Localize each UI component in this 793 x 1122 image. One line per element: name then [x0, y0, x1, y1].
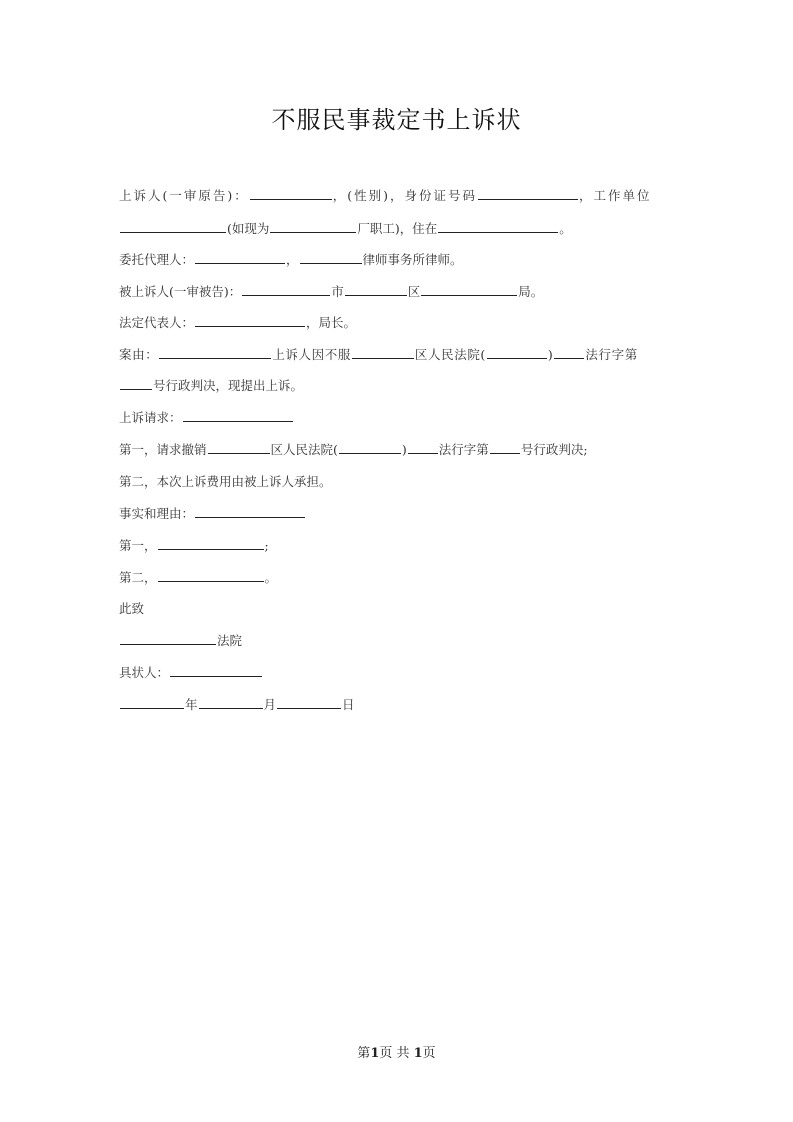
request-one-line — [119, 440, 588, 458]
label: ) — [547, 347, 554, 362]
footer-text: 第 — [357, 1046, 371, 1061]
label: 律师事务所律师。 — [362, 252, 463, 267]
label: 第一， — [119, 538, 157, 553]
label: 被上诉人(一审被告)： — [119, 284, 242, 299]
label: 号行政判决，现提出上诉。 — [153, 378, 304, 393]
page-footer — [0, 1042, 793, 1061]
blank-field[interactable] — [120, 632, 216, 645]
blank-field[interactable] — [120, 377, 152, 390]
facts-line — [119, 504, 306, 522]
fact-one-line — [119, 536, 269, 554]
blank-field[interactable] — [421, 283, 517, 296]
label: ) — [401, 442, 407, 457]
footer-text: 页 — [422, 1046, 436, 1061]
blank-field[interactable] — [300, 251, 362, 264]
label: 事实和理由： — [119, 506, 195, 521]
label: 委托代理人： — [119, 252, 195, 267]
label: 此致 — [119, 601, 145, 616]
label: (如现为 — [227, 221, 270, 236]
label: 日 — [342, 697, 355, 712]
label: 上诉人(一审原告)： — [119, 188, 249, 203]
label: 第二， — [119, 570, 157, 585]
blank-field[interactable] — [159, 346, 271, 359]
appellant-line — [119, 186, 652, 204]
label: 法行字第 — [585, 347, 638, 362]
court-line — [119, 631, 242, 649]
document-title: 不服民事裁定书上诉状 — [271, 106, 522, 134]
blank-field[interactable] — [408, 441, 438, 454]
label: 区 — [407, 284, 421, 299]
page-total: 1 — [413, 1046, 423, 1061]
label: 第二，本次上诉费用由被上诉人承担。 — [119, 474, 332, 489]
label: 案由： — [119, 347, 159, 362]
appellant-line-2 — [119, 219, 572, 237]
label: ，工作单位 — [579, 188, 652, 203]
label: ; — [264, 538, 269, 553]
blank-field[interactable] — [478, 187, 578, 200]
blank-field[interactable] — [208, 441, 270, 454]
blank-field[interactable] — [487, 346, 547, 359]
label: 区人民法院( — [414, 347, 486, 362]
blank-field[interactable] — [339, 441, 401, 454]
label: 法定代表人： — [119, 315, 195, 330]
date-line — [119, 695, 355, 713]
blank-field[interactable] — [158, 569, 264, 582]
appellee-line — [119, 282, 543, 300]
blank-field[interactable] — [158, 537, 264, 550]
label: 年 — [185, 697, 198, 712]
label: 局。 — [518, 284, 544, 299]
page-number: 1 — [370, 1046, 380, 1061]
label: 上诉请求： — [119, 410, 182, 425]
label: 第一，请求撤销 — [119, 442, 207, 457]
blank-field[interactable] — [120, 696, 184, 709]
legal-rep-line — [119, 313, 356, 331]
blank-field[interactable] — [195, 314, 305, 327]
cause-line-2 — [119, 376, 303, 394]
label: 区人民法院( — [270, 442, 338, 457]
label: 市 — [331, 284, 344, 299]
label: ，(性别)，身份证号码 — [332, 188, 478, 203]
blank-field[interactable] — [195, 251, 285, 264]
label: 厂职工)，住在 — [357, 221, 438, 236]
appeal-request-line — [119, 408, 294, 426]
footer-text: 页 共 — [379, 1046, 414, 1061]
cause-line — [119, 345, 638, 363]
label: 法院 — [217, 633, 243, 648]
blank-field[interactable] — [170, 664, 262, 677]
blank-field[interactable] — [195, 505, 305, 518]
label: ， — [286, 252, 299, 267]
salutation-line — [119, 599, 144, 617]
blank-field[interactable] — [270, 220, 356, 233]
agent-line — [119, 250, 463, 268]
label: 上诉人因不服 — [272, 347, 351, 362]
signer-line — [119, 663, 263, 681]
label: ，局长。 — [306, 315, 357, 330]
blank-field[interactable] — [438, 220, 558, 233]
label: 。 — [264, 570, 278, 585]
label: 具状人： — [119, 665, 170, 680]
blank-field[interactable] — [199, 696, 263, 709]
blank-field[interactable] — [490, 441, 520, 454]
blank-field[interactable] — [250, 187, 332, 200]
request-two-line — [119, 472, 332, 490]
blank-field[interactable] — [554, 346, 584, 359]
label: 号行政判决; — [520, 442, 588, 457]
blank-field[interactable] — [242, 283, 330, 296]
label: 月 — [263, 697, 277, 712]
blank-field[interactable] — [120, 220, 226, 233]
blank-field[interactable] — [183, 409, 293, 422]
label: 。 — [559, 221, 572, 236]
blank-field[interactable] — [345, 283, 407, 296]
blank-field[interactable] — [352, 346, 414, 359]
fact-two-line — [119, 568, 277, 586]
label: 法行字第 — [438, 442, 489, 457]
blank-field[interactable] — [277, 696, 341, 709]
